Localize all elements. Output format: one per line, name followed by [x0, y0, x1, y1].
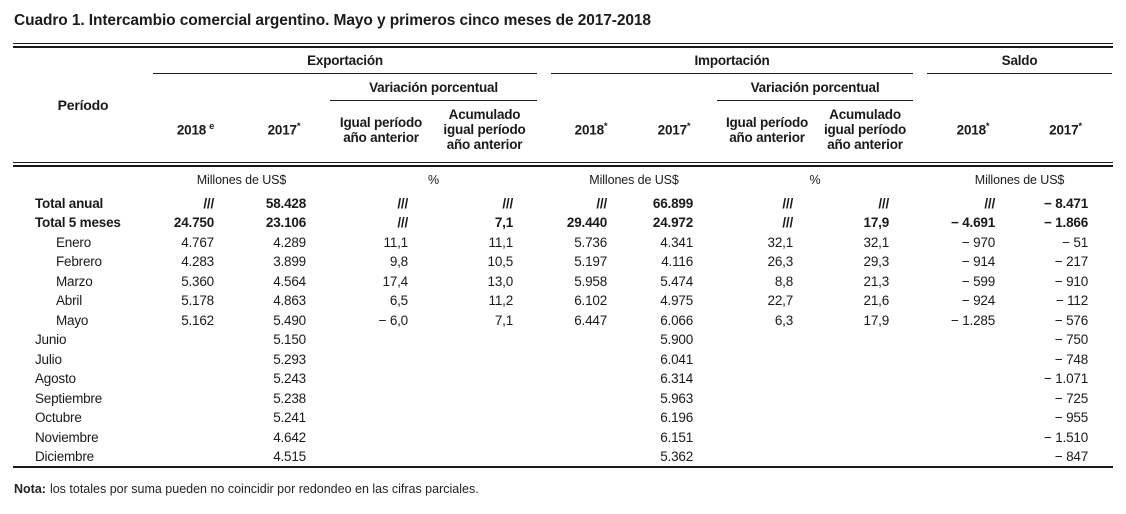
value-cell: 4.341	[660, 234, 694, 250]
value-cell: ///	[878, 195, 890, 211]
column-gap	[913, 167, 927, 193]
table-row	[13, 408, 1112, 428]
group-header-importacion: Importación	[551, 48, 913, 74]
group-header-exportacion: Exportación	[153, 48, 537, 74]
value-cell: 23.106	[265, 215, 306, 231]
value-cell	[717, 447, 817, 467]
table-row	[13, 369, 1112, 389]
column-gap	[537, 369, 551, 389]
value-cell: 5.243	[273, 371, 306, 387]
year-label: 2017	[1049, 122, 1079, 138]
column-header-imp-var-acumulado: Acumulado igual período año anterior	[823, 107, 907, 153]
table-row	[13, 232, 1112, 252]
header-table	[13, 48, 1112, 162]
footnote-text: los totales por suma pueden no coincidir por redondeo en las cifras parciales.	[49, 482, 479, 497]
column-gap	[537, 74, 551, 101]
value-cell: 4.767	[181, 234, 214, 250]
year-superscript: *	[1078, 120, 1082, 132]
value-cell	[330, 408, 432, 428]
value-cell	[717, 330, 817, 350]
value-cell: 58.428	[265, 195, 306, 211]
table-row	[13, 252, 1112, 272]
value-cell: 11,1	[383, 234, 408, 250]
value-cell: ///	[397, 195, 408, 211]
row-label: Octubre	[35, 410, 82, 426]
table-row	[13, 213, 1112, 233]
units-exp-percent: %	[428, 173, 440, 188]
column-gap	[913, 330, 927, 350]
column-gap	[913, 271, 927, 291]
column-gap	[537, 167, 551, 193]
year-superscript: *	[686, 120, 691, 132]
value-cell: 8,8	[774, 273, 794, 289]
table-bottom-rule	[13, 466, 1113, 468]
value-cell	[927, 388, 1019, 408]
column-gap	[537, 101, 551, 163]
column-gap	[537, 330, 551, 350]
column-header-exp-2017	[238, 101, 330, 163]
table-row	[13, 291, 1112, 311]
column-gap	[537, 388, 551, 408]
value-cell: − 914	[961, 254, 996, 270]
column-header-exp-var-acumulado: Acumulado igual período año anterior	[443, 107, 526, 153]
value-cell: 22,7	[767, 293, 794, 309]
value-cell	[330, 388, 432, 408]
value-cell	[432, 330, 537, 350]
column-gap	[537, 447, 551, 467]
value-cell: 4.564	[273, 273, 306, 289]
value-cell: − 599	[961, 273, 996, 289]
value-cell	[817, 330, 913, 350]
value-cell: 5.362	[660, 449, 694, 465]
value-cell	[153, 369, 238, 389]
value-cell: − 970	[961, 234, 996, 250]
value-cell: 4.642	[273, 429, 306, 445]
value-cell: 4.116	[661, 254, 694, 270]
value-cell	[551, 349, 631, 369]
value-cell: 6.066	[660, 312, 694, 328]
column-gap	[537, 252, 551, 272]
column-gap	[913, 447, 927, 467]
value-cell: 5.150	[273, 332, 306, 348]
value-cell: − 217	[1054, 254, 1089, 270]
value-cell	[330, 349, 432, 369]
value-cell	[551, 447, 631, 467]
table-row	[13, 427, 1112, 447]
column-gap	[913, 213, 927, 233]
value-cell	[817, 427, 913, 447]
value-cell: ///	[782, 215, 794, 231]
year-superscript: *	[603, 120, 608, 132]
row-label: Abril	[56, 293, 83, 309]
units-spacer	[13, 167, 153, 193]
value-cell: 4.289	[273, 234, 306, 250]
footnote-label: Nota:	[14, 482, 46, 497]
column-gap	[537, 271, 551, 291]
value-cell: 4.863	[273, 293, 306, 309]
column-gap	[537, 310, 551, 330]
value-cell	[153, 447, 238, 467]
value-cell	[817, 388, 913, 408]
value-cell: − 112	[1055, 293, 1089, 309]
value-cell: ///	[397, 215, 408, 231]
row-label: Septiembre	[35, 390, 103, 406]
column-header-exp-2018	[153, 101, 238, 163]
row-label: Enero	[56, 234, 92, 250]
value-cell: 4.283	[181, 254, 214, 270]
value-cell: 32,1	[863, 234, 890, 250]
year-label: 2017	[657, 122, 687, 138]
row-label: Junio	[35, 332, 67, 348]
value-cell	[551, 408, 631, 428]
column-gap	[537, 291, 551, 311]
table-row	[13, 330, 1112, 350]
value-cell	[927, 427, 1019, 447]
value-cell	[432, 408, 537, 428]
column-gap	[913, 101, 927, 163]
value-cell: 6.041	[660, 351, 694, 367]
value-cell	[927, 349, 1019, 369]
value-cell: − 748	[1054, 351, 1089, 367]
table-body	[13, 167, 1112, 466]
group-header-saldo: Saldo	[927, 48, 1112, 74]
value-cell: 5.490	[273, 312, 306, 328]
value-cell: 13,0	[487, 273, 514, 289]
table-row	[13, 193, 1112, 213]
column-gap	[913, 74, 927, 101]
value-cell: − 1.866	[1044, 215, 1089, 231]
value-cell: 7,1	[494, 312, 514, 328]
value-cell: 5.241	[273, 410, 306, 426]
value-cell: 10,5	[487, 254, 514, 270]
column-gap	[537, 408, 551, 428]
value-cell: 6.196	[660, 410, 694, 426]
column-gap	[913, 232, 927, 252]
column-gap	[537, 213, 551, 233]
value-cell: 7,1	[494, 215, 514, 231]
row-label: Mayo	[56, 312, 89, 328]
value-cell: − 51	[1062, 234, 1089, 250]
value-cell: 9,8	[389, 254, 408, 270]
value-cell	[717, 408, 817, 428]
value-cell	[153, 408, 238, 428]
value-cell: 11,1	[488, 234, 514, 250]
value-cell: 4.975	[660, 293, 694, 309]
value-cell	[927, 447, 1019, 467]
value-cell: − 4.691	[951, 215, 996, 231]
column-gap	[913, 252, 927, 272]
value-cell: 32,1	[767, 234, 794, 250]
value-cell	[927, 330, 1019, 350]
value-cell	[330, 427, 432, 447]
row-label: Total 5 meses	[35, 215, 121, 231]
value-cell: 6,5	[389, 293, 408, 309]
value-cell: 5.474	[660, 273, 694, 289]
value-cell: 5.293	[273, 351, 306, 367]
value-cell: 11,2	[488, 293, 514, 309]
value-cell: − 750	[1054, 332, 1089, 348]
value-cell: 24.750	[173, 215, 214, 231]
value-cell: 5.963	[660, 390, 694, 406]
table-row	[13, 388, 1112, 408]
value-cell	[551, 369, 631, 389]
column-gap	[913, 48, 927, 74]
value-cell	[153, 388, 238, 408]
value-cell	[717, 369, 817, 389]
table-row	[13, 349, 1112, 369]
value-cell: − 955	[1054, 410, 1089, 426]
value-cell: 6.102	[574, 293, 608, 309]
value-cell: 66.899	[652, 195, 694, 211]
table-row	[13, 447, 1112, 467]
value-cell: − 924	[961, 293, 996, 309]
value-cell: 5.238	[273, 390, 306, 406]
value-cell	[817, 447, 913, 467]
value-cell	[551, 427, 631, 447]
year-superscript: *	[985, 120, 990, 132]
row-label: Total anual	[35, 195, 104, 211]
value-cell: − 910	[1054, 273, 1089, 289]
column-header-imp-2017	[631, 101, 717, 163]
value-cell	[432, 388, 537, 408]
value-cell	[330, 330, 432, 350]
year-superscript: e	[209, 120, 215, 132]
table-row	[13, 310, 1112, 330]
value-cell	[817, 369, 913, 389]
header-spacer	[927, 74, 1112, 101]
year-label: 2017	[267, 122, 297, 138]
row-label: Julio	[35, 351, 62, 367]
value-cell: ///	[502, 195, 514, 211]
units-imp-percent: %	[809, 173, 821, 188]
value-cell	[817, 408, 913, 428]
footnote	[14, 482, 1113, 496]
units-row	[13, 167, 1112, 193]
column-header-imp-2018	[551, 101, 631, 163]
value-cell: 6.151	[660, 429, 694, 445]
value-cell: 17,9	[863, 312, 890, 328]
value-cell: − 725	[1054, 390, 1089, 406]
value-cell: − 1.285	[951, 312, 996, 328]
value-cell	[153, 330, 238, 350]
value-cell: 5.178	[181, 293, 214, 309]
value-cell: 17,4	[382, 273, 408, 289]
value-cell	[927, 369, 1019, 389]
value-cell: 5.900	[660, 332, 694, 348]
column-gap	[913, 349, 927, 369]
column-gap	[913, 427, 927, 447]
value-cell: 4.515	[273, 449, 306, 465]
year-label: 2018	[574, 122, 604, 138]
column-header-period: Período	[57, 97, 109, 114]
value-cell: 21,6	[863, 293, 890, 309]
value-cell: 26,3	[767, 254, 794, 270]
value-cell	[330, 447, 432, 467]
column-gap	[913, 310, 927, 330]
value-cell: 6.447	[574, 312, 608, 328]
value-cell: 3.899	[273, 254, 306, 270]
column-header-imp-var-igual: Igual período año anterior	[725, 114, 809, 145]
column-header-exp-var-igual: Igual período año anterior	[339, 114, 423, 145]
value-cell: − 6,0	[378, 312, 408, 328]
value-cell: − 1.510	[1044, 429, 1089, 445]
row-label: Febrero	[56, 254, 102, 270]
value-cell: 17,9	[863, 215, 890, 231]
row-label: Agosto	[35, 371, 76, 387]
column-gap	[537, 48, 551, 74]
value-cell	[717, 388, 817, 408]
value-cell: 6,3	[774, 312, 794, 328]
row-label: Noviembre	[35, 429, 99, 445]
value-cell	[330, 369, 432, 389]
value-cell	[153, 349, 238, 369]
value-cell: − 8.471	[1044, 195, 1089, 211]
year-superscript: *	[296, 120, 301, 132]
value-cell: 5.197	[574, 254, 608, 270]
value-cell: ///	[782, 195, 794, 211]
column-gap	[913, 369, 927, 389]
subgroup-header-imp-variacion: Variación porcentual	[717, 74, 913, 101]
value-cell	[432, 349, 537, 369]
column-gap	[537, 193, 551, 213]
value-cell: 5.736	[574, 234, 608, 250]
column-header-saldo-2017	[1019, 101, 1112, 163]
units-saldo-money: Millones de US$	[974, 173, 1065, 188]
value-cell	[432, 369, 537, 389]
data-table	[13, 167, 1112, 466]
value-cell: 21,3	[863, 273, 890, 289]
value-cell: ///	[203, 195, 214, 211]
units-imp-money: Millones de US$	[589, 173, 679, 188]
column-gap	[913, 193, 927, 213]
column-gap	[913, 408, 927, 428]
column-gap	[537, 349, 551, 369]
value-cell	[551, 330, 631, 350]
value-cell	[432, 427, 537, 447]
header-spacer	[153, 74, 330, 101]
table-row	[13, 271, 1112, 291]
column-gap	[537, 232, 551, 252]
column-gap	[913, 291, 927, 311]
value-cell	[817, 349, 913, 369]
value-cell: 29.440	[566, 215, 608, 231]
subgroup-header-exp-variacion: Variación porcentual	[330, 74, 537, 101]
value-cell: − 1.071	[1044, 371, 1089, 387]
row-label: Diciembre	[35, 449, 94, 465]
value-cell	[927, 408, 1019, 428]
units-exp-money: Millones de US$	[196, 173, 287, 188]
value-cell	[551, 388, 631, 408]
value-cell	[717, 427, 817, 447]
table-title: Cuadro 1. Intercambio comercial argentino. Mayo y primeros cinco meses de 2017-2018	[14, 12, 651, 29]
value-cell: − 576	[1054, 312, 1089, 328]
value-cell	[432, 447, 537, 467]
row-label: Marzo	[56, 273, 93, 289]
value-cell	[153, 427, 238, 447]
value-cell	[717, 349, 817, 369]
value-cell: ///	[596, 195, 608, 211]
value-cell: − 847	[1054, 449, 1089, 465]
year-label: 2018	[956, 122, 986, 138]
value-cell: 5.162	[181, 312, 214, 328]
column-header-saldo-2018	[927, 101, 1019, 163]
value-cell: 24.972	[652, 215, 694, 231]
column-gap	[913, 388, 927, 408]
value-cell: 29,3	[863, 254, 890, 270]
value-cell: 5.360	[181, 273, 214, 289]
year-label: 2018	[176, 122, 207, 138]
value-cell: 6.314	[660, 371, 694, 387]
value-cell: 5.958	[574, 273, 608, 289]
value-cell: ///	[984, 195, 996, 211]
column-gap	[537, 427, 551, 447]
header-spacer	[551, 74, 717, 101]
